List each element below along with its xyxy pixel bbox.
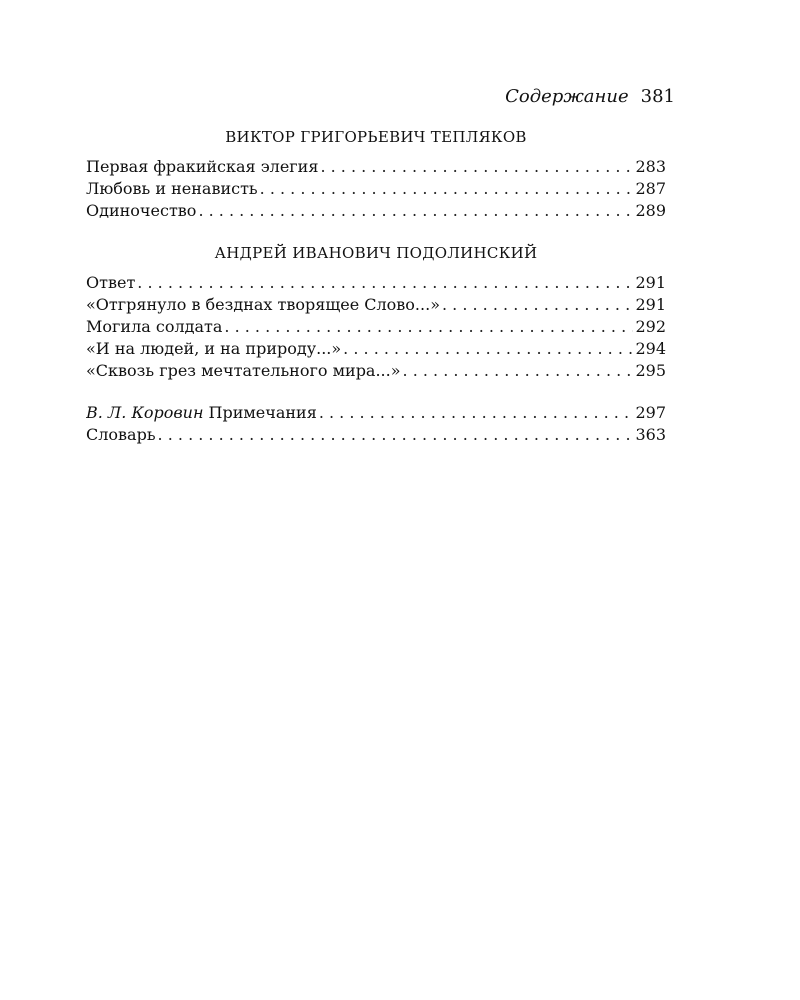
toc-entry-page: 291: [635, 273, 666, 292]
toc-entry: [86, 156, 666, 178]
toc-entry-title: Ответ: [86, 273, 136, 292]
toc-entry-page: 292: [635, 317, 666, 336]
dot-leader: [442, 294, 633, 316]
toc-entry: [86, 338, 666, 360]
section-heading-teplyakov: ВИКТОР ГРИГОРЬЕВИЧ ТЕПЛЯКОВ: [225, 128, 527, 146]
toc-entry-page: 287: [635, 179, 666, 198]
toc-entry-title: Любовь и ненависть: [86, 179, 258, 198]
dot-leader: [320, 156, 633, 178]
dot-leader: [403, 360, 634, 382]
toc-entry: [86, 294, 666, 316]
dot-leader: [343, 338, 633, 360]
toc-entry-page: 294: [635, 339, 666, 358]
toc-entry-author: В. Л. Коровин: [86, 403, 204, 422]
toc-entry-title: [86, 402, 317, 424]
toc-entry-page: 291: [635, 295, 666, 314]
toc-entry-label: Примечания: [208, 403, 317, 422]
toc-entry-page: 297: [635, 403, 666, 422]
toc-entry-page: 289: [635, 201, 666, 220]
running-head-title: Содержание: [505, 86, 629, 107]
toc-entry: [86, 178, 666, 200]
toc-entry-notes: [86, 402, 666, 424]
dot-leader: [260, 178, 634, 200]
toc-entry-page: 283: [635, 157, 666, 176]
toc-entry-title: Одиночество: [86, 201, 197, 220]
dot-leader: [158, 424, 634, 446]
toc-entry-page: 363: [635, 425, 666, 444]
toc-entry-page: 295: [635, 361, 666, 380]
toc-entry-title: Могила солдата: [86, 317, 223, 336]
section-heading-podolinsky: АНДРЕЙ ИВАНОВИЧ ПОДОЛИНСКИЙ: [214, 244, 538, 262]
running-head: [505, 86, 675, 107]
toc-entry: [86, 316, 666, 338]
toc-entry: [86, 360, 666, 382]
toc-entry-title: «Отгрянуло в безднах творящее Слово...»: [86, 295, 440, 314]
toc-entry-title: Словарь: [86, 425, 156, 444]
toc-entry: [86, 200, 666, 222]
toc-entry-title: Первая фракийская элегия: [86, 157, 319, 176]
dot-leader: [198, 200, 633, 222]
dot-leader: [224, 316, 633, 338]
toc-entry: [86, 272, 666, 294]
dot-leader: [137, 272, 633, 294]
dot-leader: [319, 402, 634, 424]
page-number: 381: [640, 86, 675, 107]
toc-entry-glossary: [86, 424, 666, 446]
toc-entry-title: «И на людей, и на природу...»: [86, 339, 342, 358]
toc-entry-title: «Сквозь грез мечтательного мира...»: [86, 361, 401, 380]
